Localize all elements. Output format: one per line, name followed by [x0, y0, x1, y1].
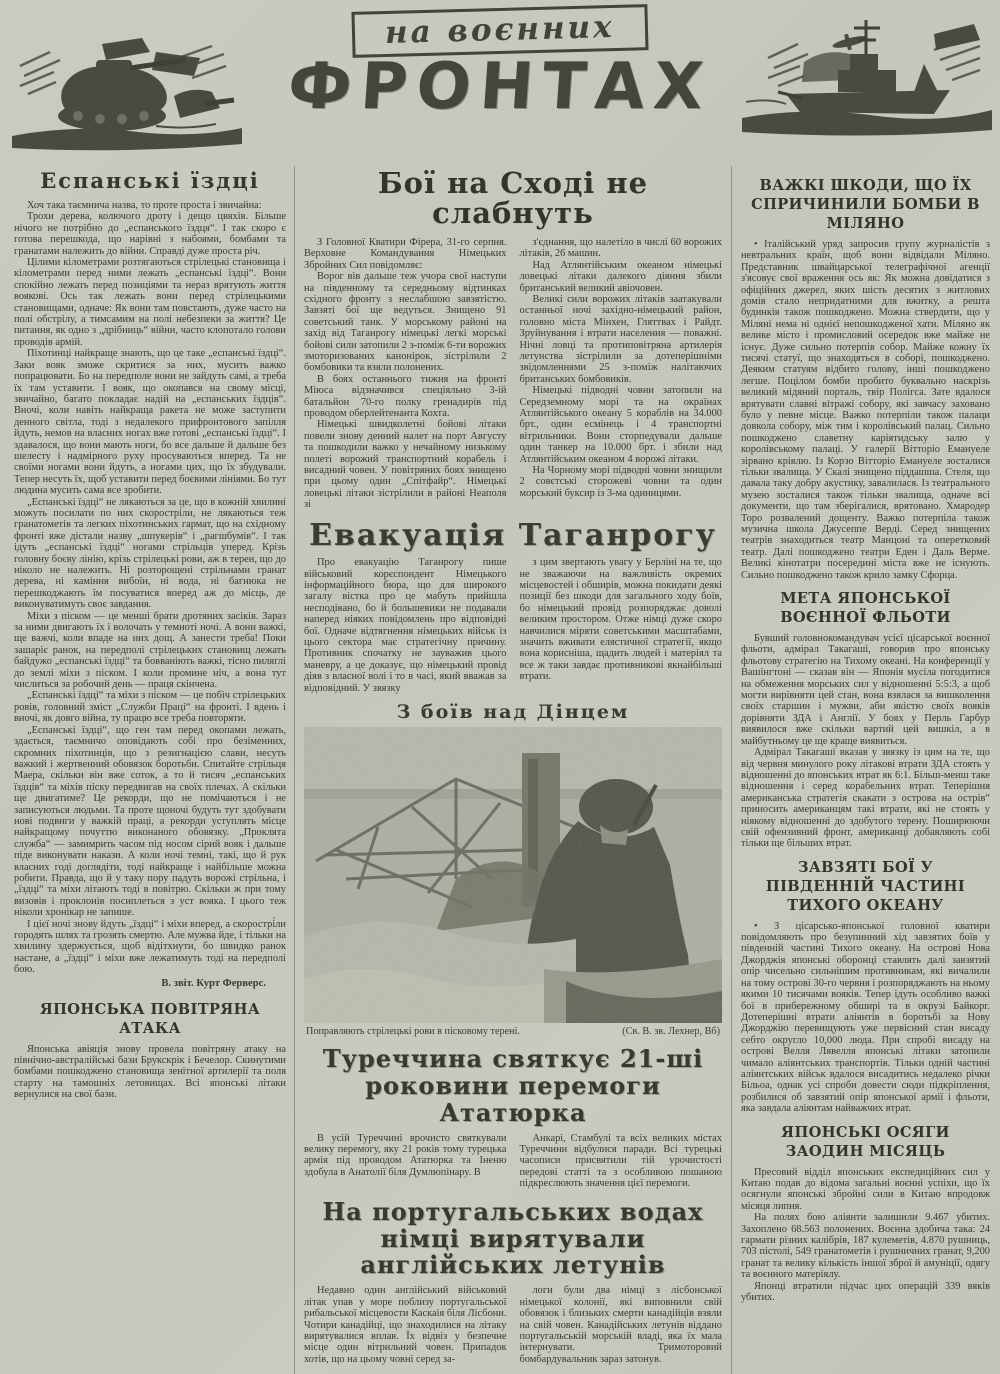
paragraph: логи були два німці з лісбонської німецької колонії, які виповнили свій обовязок і близьких смерти канадійців взяли на свій човен. Канадійських летунів віддано португальській морській владі, яка їх мала інтернувати. Тримоторовий бомбардувальник зараз затонув.: [519, 1285, 722, 1365]
article-title-east-battles: Бої на Сході не слабнуть: [377, 166, 649, 231]
center-column: [294, 166, 732, 1374]
paragraph: Анкарі, Стамбулі та всіх великих містах Туреччини відбулися паради. Всі турецькі часописи присвятили тій урочистості передові статті та з особливою пошаною підкреслюють значення цієї перемоги.: [519, 1132, 722, 1190]
paragraph: Ворог вів дальше теж учора свої наступи на південному та середньому відтинках східного фронту з неслабшою завзятістю. Завзяті бої ще ведуться. Знищено 91 советський танк. У морському районі на захід від Таганрогу німецькі легкі морські бойові сили затопили 2 з-поміж 6-ти ворожих змоторизованих канонірок, зістрілили 2 бомбовики та взяли полонених.: [304, 271, 507, 374]
paragraph: З Головної Кватири Фірера, 31-го серпня. Верховне Командування Німецьких Збройних Сил повідомляє:: [304, 236, 507, 271]
paragraph: На Чорному морі підводні човни знищили 2 совєтські сторожеві човни та один морський буксир із 3-ма одиницями.: [519, 465, 722, 499]
paragraph: Трохи дерева, колючого дроту і дещо цвяхів. Більше нічого не потрібно до „еспанського їздця“. І так скоро є готова перешкода, що нарівні з набоями, бомбами та гранатами належить до війни. Справді дуже проста річ.: [14, 211, 286, 257]
paragraph: Пресовий відділ японських експедиційних сил у Китаю подав до відома загальні воєнні успіхи, що їх осягнули японські збройні сили в Китаю впродовж місяця липня.: [741, 1166, 990, 1212]
article-title-pacific-battles: ЗАВЗЯТІ БОЇ У ПІВДЕННІЙ ЧАСТИНІ ТИХОГО ОКЕАНУ: [765, 858, 966, 914]
paragraph: В усій Туреччині врочисто святкували велику перемогу, яку 21 років тому турецька армія під проводом Ататюрка та Іненю здобула в Анатолії біля Думлюпінару. В: [304, 1132, 507, 1178]
article-title-turkey: Туреччина святкує 21-ші роковини перемоги Ататюрка: [322, 1044, 704, 1127]
paragraph: • З цісарсько-японської головної кватири повідомляють про безупинний хід завзятих боїв у південній частині Тихого океану. На острові Нова Джорджія японські оборонці ставлять далі завзятий опір чисельно сильнішим противникам, які вичалили на тому острові 30-го червня і розпоряджають на ньому якими 10 тисячами вояків. Тепер ідуть особливо важкі бої в прибережному обширі та в окрузі Байкорг. Дотеперішні втрати аліянтів в боротьбі за Нову Джорджію перевищують уже первісний стан висаду себто округло 10,000 люда. При спробі висаду на острові Велля Лявелля японські літаки затопили чимало аліянтських транспортів. Тільки одній частині аліянтських військ вдалося висадитись недалеко річки Більоа, однак усі спроби довести сюди підкріплення, розбилися об завзятий опір японської армії і фльоти, яка завдала аліянтам найважчих втрат.: [741, 920, 990, 1115]
article-byline: В. звіт. Курт Ферверс.: [161, 977, 266, 989]
paragraph: „Еспанські їздці“, що ген там перед окопами лежать, здається, таємничо оповідають собі про безіменних, скромних піхотинців, що з резигнацією слави, несуть важкий і жертвенний обовязок боротьби. Спитайте стрільця Маера, скільки він вже соток, а то й тисяч „еспанських їздців“ та міхів піску передвигав на своїх плечах. А скільки ще двигатиме? Це рекорди, що не помічаються і не записуються людьми. Та проте щоночі будуть тут здобувати нові подвиги у важкій праці, а рекорди уступлять місце найкращому почуттю виконаного обовязку. „Проклята служба“ — замимрить часом під носом сірий вояк і дальше піде виконувати накази. А коли ночі темні, такі, що й рук власних годі доглядіти, тоді найкраще і найбільше можна робити. Правда, що й у таку пору падуть ворожі стрільна, і „їздці“ та міхи літають тоді в повітрю. Скільки ж при тому визовів і проклонів посиплеться з уст вояка. І цього теж ніколи хронікар не запише.: [14, 724, 286, 919]
article-title-milan-damage: ВАЖКІ ШКОДИ, ЩО ЇХ СПРИЧИНИЛИ БОМБИ В МІЛЯНО: [751, 177, 980, 232]
paragraph: з цим звертають увагу у Берліні на те, що не зважаючи на важливість окремих місцевостей і обширів, можна покидати деякі позиції без шкоди для загального ходу боїв, бо німецький провід розпоряджає доволі великим простором. Отже німці дуже скоро навчилися міряти советськими масштабами, значить вживати елястичної стратегії, якщо вона корисніша, щадить людей і матеріял та все ж таки завдає противникові якнайбільші втрати.: [519, 557, 722, 683]
paragraph: Недавно один англійський військовий літак упав у море поблизу португальської рибальської місцевости Каскаія біля Лісбони. Чотири канадійці, що знаходилися на літаку вирятувалися вплав. Їх відвіз у безпечне місце один вітрильний човен. Припадок хотів, що на цьому човні серед за-: [304, 1285, 507, 1365]
east-battles-subcol-2: [520, 237, 723, 511]
paragraph: з'єднання, що налетіло в числі 60 ворожих літаків, 26 машин.: [519, 236, 722, 260]
paragraph: Над Атлянтійським океаном німецькі ловецькі літаки далекого діяння збили британський великий авіочовен.: [519, 259, 722, 294]
paragraph: Хоч така таємнича назва, то проте проста і звичайна:: [27, 200, 262, 211]
taganrog-subcol-1: [304, 557, 507, 694]
masthead-title: ФРОНТАХ: [285, 50, 715, 124]
turkey-subcol-2: [520, 1133, 723, 1190]
paragraph: „Еспанські їздці“ та міхи з піском — це побіч стрілецьких ровів, головний зміст „Служби Праці“ на фронті. І вдень і вночі, як довго війна, ту працю все треба повторяти.: [14, 690, 286, 725]
paragraph: Японці втратили підчас цих операцій 339 вяків убитих.: [741, 1280, 990, 1303]
photo-caption: Поправляють стрілецькі рови в пісковому терені.: [306, 1026, 520, 1037]
paragraph: Піхотинці найкраще знають, що це таке „еспанські їздці“. Заки вояк зможе скритися за них, мусить важко попрацювати. Бо на передполе вони не зайдуть самі, а треба їх там уставити. І вояк, що окопався на свому місці, звичайно, багато покладає надій на „еспанських їздців“. Вночі, коли навіть найкраща ракета не може заступити денного світла, тоді з недалекого прифронтового запілля йдуть, немов на власних ногах вже готові „еспанські їздці“. І здавалося, що вони мають ноги, бо все дальше й дальше без шелесту і надмірного руху просуваються вперед. Та не своїми ногами вони йдуть, а ногами цих, що їх збудували. Тепер несуть їх, щоб уставити перед боєвими лініями. Бо тут людина мусить сама все зробити.: [14, 348, 286, 497]
paragraph: • Італійський уряд запросив групу журналістів з невтральних країн, щоб вони відвідали Міляно. Представник швайцарської телеграфічної агенції з'ясовує свої враження ось як: Як можна довідатися з офіційних джерел, яких шість десятих з житлових домів стало непридатними для вжитку, а решта будинків також пошкоджено. Можна ствердити, що у Міляні нема ні однієї непошкодженої хати. Міляно як велике місто і промисловий осередок вже майже не існує. Дуже сильно потерпів собор. Майже кожну їх тисячі статуї, що знаходяться в соборі, пошкоджено. Деяким статуям відбито голову, інші пошкоджено легше. Поцілом бомби пробито буквально наскрізь великий мідяний порталь, твір Полігса. Зате вдалося врятувати славні вітражі собору, які завчасу заховано було у певне місце. Важко потерпіли також палаци довкола собору, між тим і королівський палац. Сильно пошкоджено славетну каріятидську залю у королівському палаці. У галерії Вітторіо Емануеле зірвано крівлю. Із Корзо Вітторіо Емануеле зосталися тільки звалища. У Скалі знищено піддашша. Стеля, що давала таку добру акустику, завалилася. Із театрального музею зосталися також тільки звалища, одначе всі документи, що там зберігалися, врятовано. Хмародер Торо розвалений дощенту. Важко потерпіла також музична школа Джусеппе Верді. Серед знищених театрів знаходиться театр Манцоні та оперетковий театр. Далі пошкоджено театри Еден і Даль Верме. Великі кінотатри посередині міста вже не існують. Сильно пошкоджено також крило замку Сфорца.: [741, 238, 990, 581]
paragraph: І цієї ночі знову йдуть „їздці“ і міхи вперед, а скорострі́ли городять шлях та грозять смертю. Але мужва йде, і тільки на хвилину здержується, щоб відітхнути, бо швидко ранок настане, а „їздці“ і міхи вже лежатимуть тоді на передполі бою.: [14, 918, 286, 976]
paragraph: На полях бою аліянти залишили 9.467 убитих. Захоплено 68.563 полонених. Воєнна здобича така: 24 гармати різних калібрів, 187 кулеметів, 4.870 рушниць, 703 пістолі, 549 гранатометів і рушничних гранат, 9,200 гранат та велику кількість іншої зброї й амуніції, одягу та воєнного матеріялу.: [741, 1212, 990, 1281]
article-title-portugal: На португальських водах німці вирятували англійських летунів: [322, 1196, 704, 1280]
paragraph: В боях останнього тижня на фронті Міюса відзначився спеціяльно 3-ій батальйон 70-го полку гренадирів під проводом оберлейтенанта Кохта.: [304, 373, 507, 419]
article-body-pacific-battles: [741, 921, 990, 1115]
article-body-spanish-riders: [14, 200, 286, 976]
paragraph: Адмірал Такагаші вказав у звязку із цим на те, що від червня минулого року літакові втрати ЗДА стоять у відношенні до японських втрат як 6:1. Більш-менш таке відношення і серед корабельних втрат. Теперішня американська стратегія скакати з острова на острів“ приносить американцям такі втрати, які не стоять у ніякому відношенні до здобутого терену. Поширюючи свій офензивний фронт, американці добавляють собі тільки ще більших втрат.: [741, 747, 990, 850]
article-body-east-battles: [304, 237, 722, 511]
right-column: [732, 166, 1000, 1374]
photo-credit: (Св. В. зв. Лехнер, Вб): [622, 1026, 720, 1037]
masthead-subtitle: на воєнних: [384, 9, 616, 51]
paragraph: Німецькі швидколетні бойові літаки повели знову денний налет на порт Августу та пошкодили важко у нечайному низькому полеті ворожий транспортний корабель і висадний човен. У повітряних боях знищено при цьому один „Спітфайр“. Німецькі ловецькі літаки зістрілили в районі Неаполя зі: [304, 419, 507, 511]
left-column: [0, 166, 294, 1374]
article-title-japan-monthly: ЯПОНСЬКІ ОСЯГИ ЗАОДИН МІСЯЦЬ: [781, 1123, 950, 1160]
photo-caption-row: [306, 1026, 720, 1037]
article-title-spanish-riders: Еспанські їздці: [40, 168, 260, 193]
page-columns: [0, 166, 1000, 1374]
article-title-japanese-air-attack: ЯПОНСЬКА ПОВІТРЯНА АТАКА: [39, 1000, 261, 1037]
paragraph: Цілими кілометрами розтягаються стрілецькі становища і кілометрами перед ними лежать „еспанські їздці“. Вони спокійно лежать перед позиціями та нераз врятують життя воякові. Ось так лежать вони перед стрілецькими становищами, одначе: Як вони там повстають, дуже часто на полі обстрілу, а тимсамим на полі небезпеки за життя? Це питання, як одно з „дрібниць“ війни, часто клопотало голови проводів армій.: [14, 257, 286, 348]
article-body-fleet-goal: [741, 633, 990, 850]
article-body-turkey: [304, 1133, 722, 1190]
photo-title: З боїв над Дінцем: [396, 701, 630, 723]
war-photo: [304, 727, 722, 1023]
paragraph: Про евакуацію Таганрогу пише військовий корєспондент Німецького інформаційного бюра, що для широкого загалу вістка про це мабуть прийшла несподівано, бо й большевики не подавали наперед ніяких повідомлень про відповідні бої. Одначе відтягнення німецьких військ із цього сектора має стратегічну причину. Противник спочатку не зауважив цього маневру, а це доказує, що німецький провід діяв з власної волі і то в часі, який вважав за відповідний. У звязку: [304, 557, 507, 694]
paragraph: Німецькі підводні човни затопили на Середземному морі та на окраїнах Атлянтійського океану 5 кораблів на 34.000 брт., один есмінець і 4 транспортні вітрильники. Вони сторпедували дальше один танкер на 10.000 брт. і збили над Атлянтійським океаном 4 ворожі літаки.: [519, 385, 722, 465]
article-body-portugal: [304, 1285, 722, 1365]
article-body-milan-damage: [741, 239, 990, 581]
paragraph: Японська авіяція знову провела повітряну атаку на північно-австралійські бази Брукскрік і Бечелор. Скинутими бомбами пошкоджено становища зенітної артилерії та поля старту на тамошніх летовищах. Всі японські літаки вернулися на свої бази.: [14, 1043, 286, 1101]
paragraph: Міхи з піском — це менші брати дротяних засіків. Зараз за ними двигають їх і волочать у темноті ночі. А вони важкі, ще важчі, коли впаде на них дощ. А занести треба! Поки зашаріє ранок, на передполі стрілецьких становищ лежать байдужо „еспанські їздці“ та бовваніють важкі, тісно пиляглі до землі міхи з піском. І коли промине ніч, а вона тут числиться за робочий день — праця скінчена.: [14, 610, 286, 691]
article-title-fleet-goal: МЕТА ЯПОНСЬКОЇ ВОЄННОЇ ФЛЬОТИ: [780, 590, 951, 627]
article-body-taganrog: [304, 557, 722, 694]
paragraph: Бувший головнокомандувач усієї цісарської воєнної фльоти, адмірал Такагаші, говорив про японську фльотову стратегію на Тихому океані. На конференції у Вашінгтоні — сказав він — Японія мусіла погодитися на обмеження морських сил у відношенні 5:5:3, а щоб могти вирівняти цей стан, вона взялася за вишколення своїх старшин і мужви, аби якістю своїх вояків дорівняти ЗДА і Англії. У боях у Перль Гарбур виявилося вже скільки вартий цей вишкіл, а в майбутньому це ще краще виявиться.: [741, 633, 990, 747]
portugal-subcol-1: [304, 1285, 507, 1365]
paragraph: Великі сили ворожих літаків заатакували останньої ночі західно-німецький район, головно міста Мінхен, Гляттвах і Райдт. Зруйнування і втрати населення — поважні. Нічні ловці та протиповітряна артилерія летунства зістрілили за дотеперішніми звідомленнями 25 з-поміж налітаючих британських бомбовиків.: [519, 293, 722, 385]
paragraph: „Еспанські їздці“ не лякаються за це, що в кожній хвилині можуть посилати по них скорострі́ли, не лякаються теж гранатометів та легких піхотинських гармат, що на східному фронті вже дістали назву „шпукерів“ і „рагшбумів“. І так ідуть „еспанські їздці“ ногами стрільців уперед. Крізь головну боєву лінію, крізь стрілецькі рови, аж в терен, що до ніколо не належить. Ні розторощені стрільнами гранат дерева, ні каміння вибоїн, ні вода, ні багнюка не перешкоджають їм посуватися вперед аж до місць, де виконуватимуть своє завдання.: [14, 496, 286, 611]
article-body-japanese-air-attack: [14, 1044, 286, 1101]
article-body-japan-monthly: [741, 1167, 990, 1304]
tank-battle-illustration-icon: [6, 30, 248, 160]
warship-illustration-icon: [738, 6, 996, 158]
article-title-taganrog: Евакуація Таганрогу: [309, 517, 717, 553]
east-battles-subcol-1: [304, 237, 507, 511]
portugal-subcol-2: [520, 1285, 723, 1365]
turkey-subcol-1: [304, 1133, 507, 1190]
masthead-title-block: [252, 8, 748, 124]
masthead: [0, 0, 1000, 166]
taganrog-subcol-2: [520, 557, 723, 694]
